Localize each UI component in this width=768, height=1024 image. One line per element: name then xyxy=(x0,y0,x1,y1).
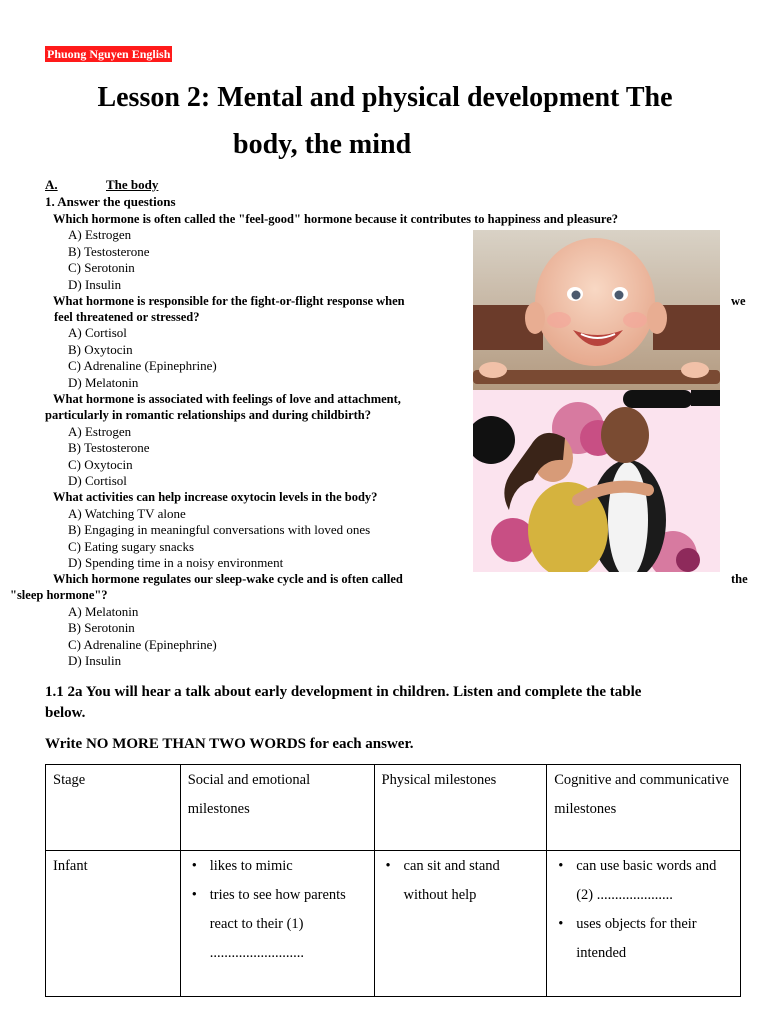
physical-cell xyxy=(374,851,547,997)
question-text-end: the xyxy=(731,572,748,586)
baby-illustration xyxy=(473,230,720,390)
list-item: • tries to see how parents react to their (1) .......................... xyxy=(210,881,367,968)
question-3 xyxy=(47,391,401,407)
cognitive-cell xyxy=(547,851,741,997)
option: A) Melatonin xyxy=(68,603,139,619)
smiling-baby-photo xyxy=(473,230,720,390)
question-4 xyxy=(47,489,377,505)
question-text: Which hormone is often called the "feel-good" hormone because it contributes to happiness and pleasure? xyxy=(53,212,619,226)
option: A) Estrogen xyxy=(68,423,132,439)
option: A) Estrogen xyxy=(68,227,132,242)
option: A) Cortisol xyxy=(68,325,127,340)
section-heading: The body xyxy=(106,177,159,192)
instruction: 1. Answer the questions xyxy=(45,194,176,209)
option: D) Insulin xyxy=(68,276,122,292)
question-text: What hormone is responsible for the fight-or-flight response when xyxy=(53,294,405,308)
option: B) Oxytocin xyxy=(68,341,133,357)
development-table xyxy=(45,764,741,997)
author-tag: Phuong Nguyen English xyxy=(47,47,171,61)
section-letter: A. xyxy=(45,177,58,192)
question-5 xyxy=(47,571,403,587)
listening-instruction-line-1: 1.1 2a You will hear a talk about early development in children. Listen and complete the table xyxy=(45,684,642,700)
option: C) Adrenaline (Epinephrine) xyxy=(68,358,217,373)
header-cell: Social and emotional milestones xyxy=(180,765,374,851)
option: C) Oxytocin xyxy=(68,456,133,472)
option: D) Insulin xyxy=(68,653,122,668)
table-row xyxy=(46,851,741,997)
option: C) Serotonin xyxy=(68,260,135,275)
option: B) Testosterone xyxy=(68,243,150,259)
question-text-cont: particularly in romantic relationships and during childbirth? xyxy=(45,408,371,422)
word-limit-instruction: Write NO MORE THAN TWO WORDS for each answer. xyxy=(45,736,414,752)
couple-illustration xyxy=(473,390,720,572)
question-1 xyxy=(47,211,747,227)
list-item: • can use basic words and (2) ..................... xyxy=(576,852,733,910)
header-cell: Cognitive and communicative milestones xyxy=(547,765,741,851)
option: C) Eating sugary snacks xyxy=(68,538,195,554)
question-2 xyxy=(47,293,405,309)
option: D) Melatonin xyxy=(68,374,139,390)
lesson-title-line-2: body, the mind xyxy=(233,129,412,160)
header-cell: Stage xyxy=(46,765,181,851)
stage-cell: Infant xyxy=(46,851,181,997)
social-cell xyxy=(180,851,374,997)
question-text-cont: "sleep hormone"? xyxy=(10,588,108,602)
option: D) Spending time in a noisy environment xyxy=(68,555,284,570)
table-header-row xyxy=(46,765,741,851)
option: B) Testosterone xyxy=(68,440,150,455)
question-text-cont: feel threatened or stressed? xyxy=(54,310,200,324)
question-text: What hormone is associated with feelings of love and attachment, xyxy=(53,392,401,406)
header-cell: Physical milestones xyxy=(374,765,547,851)
option: C) Adrenaline (Epinephrine) xyxy=(68,636,217,652)
embracing-couple-photo xyxy=(473,390,720,572)
question-text: Which hormone regulates our sleep-wake cycle and is often called xyxy=(53,572,403,586)
listening-instruction-line-2: below. xyxy=(45,705,86,721)
option: B) Serotonin xyxy=(68,620,135,635)
question-text-end: we xyxy=(731,294,746,308)
option: B) Engaging in meaningful conversations with loved ones xyxy=(68,522,371,537)
question-text: What activities can help increase oxytocin levels in the body? xyxy=(53,490,378,504)
option: D) Cortisol xyxy=(68,473,127,488)
option: A) Watching TV alone xyxy=(68,505,186,521)
list-item: • uses objects for their intended xyxy=(576,910,733,968)
list-item: • likes to mimic xyxy=(210,852,367,881)
lesson-title-line-1: Lesson 2: Mental and physical development The xyxy=(97,82,673,113)
list-item: • can sit and stand without help xyxy=(404,852,540,910)
